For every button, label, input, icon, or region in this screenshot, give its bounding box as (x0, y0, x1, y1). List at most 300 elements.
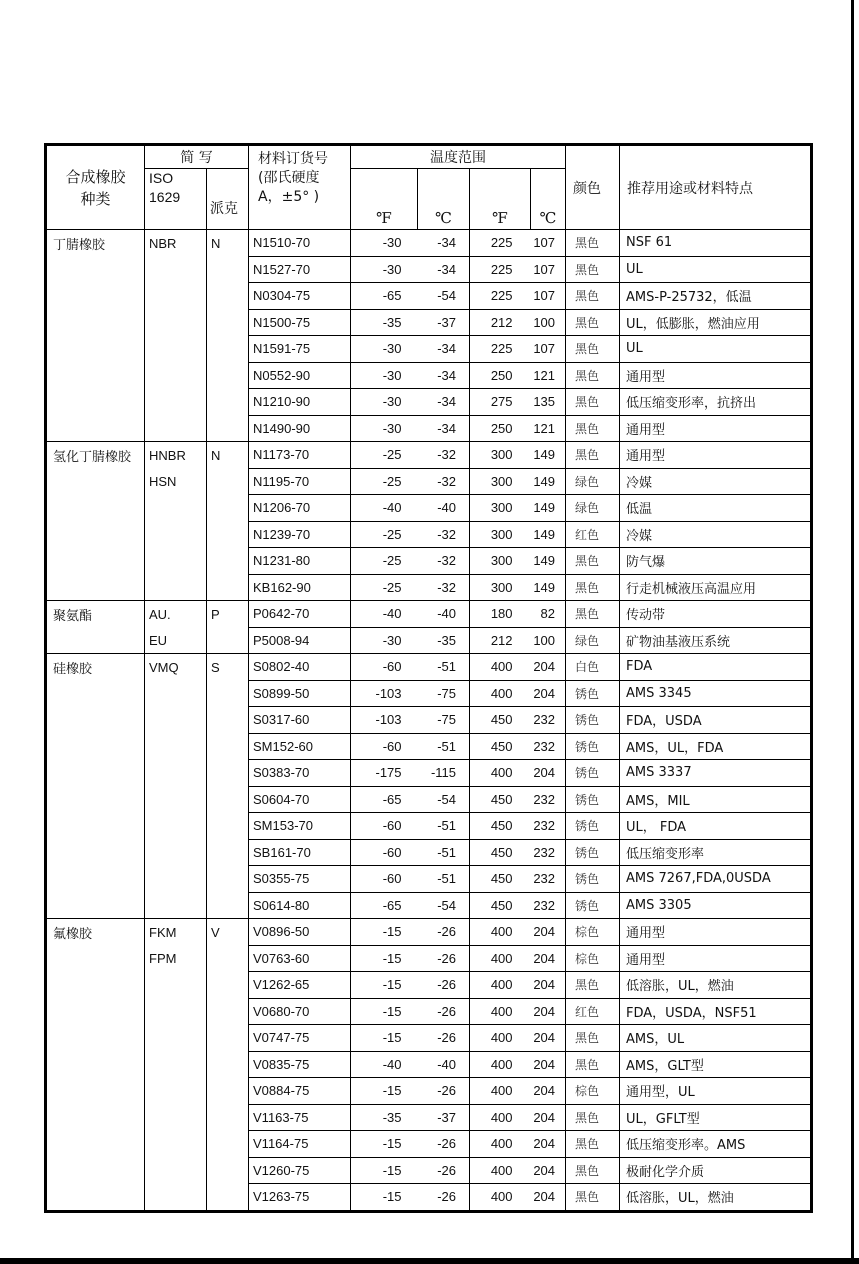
cell-temp-high-c: 100 (531, 627, 566, 654)
table-row (46, 1104, 812, 1131)
cell-application: 防气爆 (620, 548, 812, 575)
cell-rubber-family (46, 256, 145, 283)
header-compound-line1: 材料订货号 (258, 151, 329, 167)
cell-temp-high-c: 232 (531, 733, 566, 760)
cell-temp-low-f: -30 (351, 362, 418, 389)
cell-parker-code (207, 1104, 249, 1131)
table-row (46, 786, 812, 813)
header-family-line2: 种类 (80, 189, 111, 208)
cell-color: 绿色 (566, 468, 620, 495)
cell-color: 锈色 (566, 839, 620, 866)
table-row (46, 230, 812, 257)
table-row (46, 256, 812, 283)
table-row (46, 1025, 812, 1052)
header-unit-c-high: ℃ (531, 169, 566, 230)
table-row (46, 1157, 812, 1184)
cell-color: 锈色 (566, 680, 620, 707)
cell-color: 绿色 (566, 495, 620, 522)
cell-color: 棕色 (566, 945, 620, 972)
cell-application: AMS 3305 (620, 892, 812, 919)
cell-application: AMS，UL，FDA (620, 733, 812, 760)
cell-parker-code (207, 813, 249, 840)
cell-compound-number: SM153-70 (249, 813, 351, 840)
cell-application: 极耐化学介质 (620, 1157, 812, 1184)
cell-temp-high-c: 121 (531, 415, 566, 442)
cell-iso-code (145, 866, 207, 893)
cell-temp-low-f: -25 (351, 521, 418, 548)
cell-rubber-family (46, 336, 145, 363)
header-temperature-range: 温度范围 (351, 145, 566, 169)
cell-temp-high-f: 300 (470, 574, 531, 601)
cell-compound-number: V1163-75 (249, 1104, 351, 1131)
header-iso-1629 (145, 169, 207, 230)
cell-rubber-family: 丁腈橡胶 (46, 230, 145, 257)
cell-temp-low-f: -25 (351, 442, 418, 469)
cell-parker-code (207, 548, 249, 575)
table-row (46, 362, 812, 389)
table-row (46, 309, 812, 336)
cell-rubber-family (46, 707, 145, 734)
cell-temp-low-f: -25 (351, 574, 418, 601)
cell-temp-high-c: 107 (531, 283, 566, 310)
table-row (46, 866, 812, 893)
cell-temp-low-f: -25 (351, 468, 418, 495)
cell-color: 白色 (566, 654, 620, 681)
cell-iso-code (145, 1025, 207, 1052)
cell-temp-high-c: 204 (531, 998, 566, 1025)
cell-iso-code (145, 521, 207, 548)
cell-color: 黑色 (566, 309, 620, 336)
cell-temp-high-c: 232 (531, 892, 566, 919)
cell-color: 黑色 (566, 336, 620, 363)
cell-temp-high-f: 250 (470, 415, 531, 442)
cell-temp-low-c: -75 (418, 707, 470, 734)
header-rubber-family (46, 145, 145, 230)
cell-temp-low-c: -32 (418, 442, 470, 469)
cell-iso-code (145, 336, 207, 363)
cell-parker-code: P (207, 601, 249, 628)
table-row (46, 1131, 812, 1158)
cell-color: 黑色 (566, 1051, 620, 1078)
cell-temp-low-c: -54 (418, 283, 470, 310)
cell-temp-low-c: -115 (418, 760, 470, 787)
cell-parker-code (207, 972, 249, 999)
header-iso-line2: 1629 (149, 189, 181, 205)
cell-temp-high-f: 400 (470, 1104, 531, 1131)
cell-rubber-family (46, 627, 145, 654)
cell-parker-code (207, 707, 249, 734)
cell-application: UL (620, 336, 812, 363)
cell-temp-high-c: 107 (531, 230, 566, 257)
cell-parker-code (207, 786, 249, 813)
cell-color: 黑色 (566, 442, 620, 469)
cell-rubber-family (46, 521, 145, 548)
cell-temp-low-f: -15 (351, 1131, 418, 1158)
cell-iso-code (145, 256, 207, 283)
cell-temp-high-c: 149 (531, 468, 566, 495)
table-row (46, 521, 812, 548)
cell-temp-high-c: 204 (531, 972, 566, 999)
cell-temp-low-f: -30 (351, 389, 418, 416)
cell-temp-high-c: 149 (531, 442, 566, 469)
cell-temp-low-f: -60 (351, 733, 418, 760)
page-edge-rule (851, 0, 854, 1264)
table-row (46, 627, 812, 654)
cell-color: 锈色 (566, 786, 620, 813)
cell-temp-low-c: -34 (418, 230, 470, 257)
cell-color: 黑色 (566, 1104, 620, 1131)
cell-temp-high-f: 400 (470, 972, 531, 999)
cell-temp-low-c: -51 (418, 813, 470, 840)
cell-temp-high-f: 400 (470, 1131, 531, 1158)
cell-compound-number: P5008-94 (249, 627, 351, 654)
cell-iso-code (145, 548, 207, 575)
cell-application: 低压缩变形率，抗挤出 (620, 389, 812, 416)
cell-iso-code (145, 813, 207, 840)
cell-rubber-family (46, 1157, 145, 1184)
cell-temp-high-f: 225 (470, 283, 531, 310)
cell-temp-low-f: -40 (351, 495, 418, 522)
cell-temp-high-c: 232 (531, 839, 566, 866)
cell-temp-low-c: -34 (418, 256, 470, 283)
table-row (46, 813, 812, 840)
table-row (46, 389, 812, 416)
cell-compound-number: S0899-50 (249, 680, 351, 707)
cell-parker-code (207, 1131, 249, 1158)
cell-rubber-family (46, 972, 145, 999)
table-row (46, 415, 812, 442)
cell-temp-low-f: -15 (351, 998, 418, 1025)
cell-temp-low-c: -54 (418, 786, 470, 813)
cell-temp-high-f: 400 (470, 919, 531, 946)
cell-temp-low-f: -60 (351, 839, 418, 866)
cell-temp-high-c: 82 (531, 601, 566, 628)
cell-temp-high-f: 300 (470, 548, 531, 575)
cell-temp-low-f: -65 (351, 283, 418, 310)
cell-temp-low-f: -40 (351, 601, 418, 628)
cell-rubber-family (46, 548, 145, 575)
cell-compound-number: N1490-90 (249, 415, 351, 442)
table-row (46, 892, 812, 919)
cell-color: 锈色 (566, 760, 620, 787)
header-iso-line1: ISO (149, 170, 174, 186)
cell-temp-low-c: -32 (418, 468, 470, 495)
cell-compound-number: S0355-75 (249, 866, 351, 893)
cell-parker-code (207, 945, 249, 972)
cell-iso-code (145, 389, 207, 416)
cell-compound-number: V1263-75 (249, 1184, 351, 1212)
cell-color: 黑色 (566, 1025, 620, 1052)
cell-temp-high-f: 450 (470, 892, 531, 919)
cell-temp-high-c: 204 (531, 1157, 566, 1184)
cell-temp-low-c: -51 (418, 733, 470, 760)
header-family-line1: 合成橡胶 (65, 167, 126, 186)
cell-rubber-family (46, 866, 145, 893)
cell-temp-high-c: 107 (531, 256, 566, 283)
cell-parker-code (207, 468, 249, 495)
cell-temp-high-f: 225 (470, 336, 531, 363)
cell-temp-low-f: -60 (351, 813, 418, 840)
cell-temp-high-f: 450 (470, 707, 531, 734)
cell-temp-low-c: -26 (418, 1025, 470, 1052)
cell-application: AMS，MIL (620, 786, 812, 813)
cell-iso-code: EU (145, 627, 207, 654)
table-row (46, 283, 812, 310)
cell-application: UL，GFLT型 (620, 1104, 812, 1131)
cell-temp-high-f: 400 (470, 1025, 531, 1052)
cell-temp-high-f: 400 (470, 760, 531, 787)
header-abbreviation: 简 写 (145, 145, 249, 169)
table-row (46, 972, 812, 999)
cell-color: 黑色 (566, 362, 620, 389)
table-row (46, 733, 812, 760)
cell-iso-code (145, 1104, 207, 1131)
cell-application: FDA (620, 654, 812, 681)
cell-parker-code: N (207, 230, 249, 257)
cell-color: 黑色 (566, 1184, 620, 1212)
cell-temp-low-f: -30 (351, 256, 418, 283)
cell-temp-high-f: 450 (470, 786, 531, 813)
cell-temp-low-c: -35 (418, 627, 470, 654)
cell-iso-code (145, 707, 207, 734)
cell-application: AMS 3337 (620, 760, 812, 787)
cell-temp-low-c: -37 (418, 1104, 470, 1131)
cell-application: 冷媒 (620, 468, 812, 495)
cell-compound-number: V0680-70 (249, 998, 351, 1025)
cell-rubber-family (46, 680, 145, 707)
cell-temp-low-f: -15 (351, 945, 418, 972)
cell-temp-low-c: -40 (418, 495, 470, 522)
header-parker: 派克 (207, 169, 249, 230)
cell-temp-low-f: -15 (351, 1184, 418, 1212)
cell-rubber-family: 硅橡胶 (46, 654, 145, 681)
table-row (46, 945, 812, 972)
cell-application: 通用型，UL (620, 1078, 812, 1105)
cell-application: AMS，UL (620, 1025, 812, 1052)
cell-application: AMS 3345 (620, 680, 812, 707)
cell-application: FDA，USDA (620, 707, 812, 734)
cell-parker-code (207, 1051, 249, 1078)
cell-rubber-family (46, 574, 145, 601)
header-color: 颜色 (566, 145, 620, 230)
cell-color: 红色 (566, 998, 620, 1025)
cell-temp-high-c: 232 (531, 866, 566, 893)
cell-compound-number: N0552-90 (249, 362, 351, 389)
cell-parker-code (207, 521, 249, 548)
cell-compound-number: N1527-70 (249, 256, 351, 283)
cell-temp-low-f: -35 (351, 1104, 418, 1131)
cell-temp-low-f: -60 (351, 654, 418, 681)
cell-temp-low-c: -51 (418, 654, 470, 681)
cell-color: 黑色 (566, 601, 620, 628)
cell-iso-code: HSN (145, 468, 207, 495)
cell-temp-high-f: 180 (470, 601, 531, 628)
table-row (46, 1051, 812, 1078)
cell-temp-high-f: 400 (470, 1051, 531, 1078)
cell-color: 黑色 (566, 283, 620, 310)
cell-temp-high-c: 204 (531, 1025, 566, 1052)
cell-temp-high-f: 300 (470, 468, 531, 495)
cell-iso-code (145, 760, 207, 787)
cell-parker-code (207, 362, 249, 389)
cell-temp-low-c: -34 (418, 389, 470, 416)
cell-temp-low-c: -32 (418, 521, 470, 548)
cell-temp-high-c: 204 (531, 1131, 566, 1158)
cell-rubber-family: 氟橡胶 (46, 919, 145, 946)
cell-temp-low-f: -65 (351, 786, 418, 813)
cell-application: 低溶胀，UL，燃油 (620, 1184, 812, 1212)
cell-color: 棕色 (566, 1078, 620, 1105)
cell-rubber-family (46, 839, 145, 866)
cell-parker-code: N (207, 442, 249, 469)
table-row (46, 919, 812, 946)
table-row (46, 1184, 812, 1212)
cell-compound-number: KB162-90 (249, 574, 351, 601)
cell-temp-high-f: 400 (470, 654, 531, 681)
cell-compound-number: V1164-75 (249, 1131, 351, 1158)
cell-compound-number: N0304-75 (249, 283, 351, 310)
cell-temp-low-f: -35 (351, 309, 418, 336)
cell-temp-high-c: 204 (531, 760, 566, 787)
cell-application: UL，低膨胀，燃油应用 (620, 309, 812, 336)
cell-iso-code: VMQ (145, 654, 207, 681)
cell-temp-low-c: -51 (418, 839, 470, 866)
cell-color: 黑色 (566, 389, 620, 416)
cell-compound-number: N1591-75 (249, 336, 351, 363)
cell-rubber-family (46, 468, 145, 495)
cell-temp-low-c: -75 (418, 680, 470, 707)
cell-parker-code (207, 866, 249, 893)
cell-temp-high-f: 450 (470, 839, 531, 866)
cell-parker-code: V (207, 919, 249, 946)
cell-parker-code: S (207, 654, 249, 681)
cell-compound-number: N1239-70 (249, 521, 351, 548)
cell-application: FDA，USDA，NSF51 (620, 998, 812, 1025)
cell-temp-high-c: 204 (531, 654, 566, 681)
table-row (46, 839, 812, 866)
cell-compound-number: V0896-50 (249, 919, 351, 946)
cell-compound-number: V0884-75 (249, 1078, 351, 1105)
header-compound-line3: A，±5° ) (258, 189, 320, 205)
cell-temp-high-c: 107 (531, 336, 566, 363)
cell-parker-code (207, 627, 249, 654)
cell-compound-number: N1210-90 (249, 389, 351, 416)
cell-parker-code (207, 389, 249, 416)
cell-temp-high-f: 400 (470, 1157, 531, 1184)
cell-temp-low-c: -26 (418, 972, 470, 999)
cell-temp-high-f: 400 (470, 680, 531, 707)
cell-compound-number: SB161-70 (249, 839, 351, 866)
cell-parker-code (207, 1078, 249, 1105)
table-row (46, 707, 812, 734)
cell-iso-code: FKM (145, 919, 207, 946)
cell-temp-high-f: 450 (470, 866, 531, 893)
cell-temp-low-c: -40 (418, 601, 470, 628)
cell-application: UL， FDA (620, 813, 812, 840)
cell-compound-number: N1510-70 (249, 230, 351, 257)
cell-iso-code (145, 362, 207, 389)
cell-temp-high-c: 204 (531, 1104, 566, 1131)
cell-rubber-family: 氢化丁腈橡胶 (46, 442, 145, 469)
cell-temp-low-c: -51 (418, 866, 470, 893)
cell-iso-code (145, 1131, 207, 1158)
cell-temp-low-f: -175 (351, 760, 418, 787)
cell-temp-low-c: -26 (418, 1157, 470, 1184)
cell-temp-low-c: -32 (418, 574, 470, 601)
cell-rubber-family (46, 1078, 145, 1105)
cell-rubber-family (46, 1131, 145, 1158)
cell-compound-number: V1260-75 (249, 1157, 351, 1184)
cell-parker-code (207, 574, 249, 601)
cell-rubber-family (46, 813, 145, 840)
cell-parker-code (207, 256, 249, 283)
cell-temp-low-c: -54 (418, 892, 470, 919)
cell-iso-code (145, 839, 207, 866)
table-row (46, 1078, 812, 1105)
cell-rubber-family (46, 892, 145, 919)
cell-color: 黑色 (566, 548, 620, 575)
cell-iso-code (145, 733, 207, 760)
table-row (46, 760, 812, 787)
table-row (46, 601, 812, 628)
cell-rubber-family (46, 998, 145, 1025)
cell-rubber-family (46, 389, 145, 416)
cell-application: 低溶胀，UL，燃油 (620, 972, 812, 999)
cell-application: UL (620, 256, 812, 283)
cell-temp-low-f: -60 (351, 866, 418, 893)
cell-temp-high-f: 212 (470, 627, 531, 654)
table-row (46, 442, 812, 469)
cell-iso-code (145, 309, 207, 336)
cell-iso-code: HNBR (145, 442, 207, 469)
cell-rubber-family (46, 1104, 145, 1131)
cell-color: 黑色 (566, 1157, 620, 1184)
table-header (46, 145, 812, 230)
cell-temp-low-c: -26 (418, 1184, 470, 1212)
header-compound-number (249, 145, 351, 230)
cell-rubber-family (46, 495, 145, 522)
cell-temp-low-c: -40 (418, 1051, 470, 1078)
cell-parker-code (207, 1184, 249, 1212)
cell-parker-code (207, 1157, 249, 1184)
cell-temp-low-f: -15 (351, 919, 418, 946)
cell-parker-code (207, 733, 249, 760)
cell-color: 黑色 (566, 574, 620, 601)
cell-parker-code (207, 309, 249, 336)
cell-application: 通用型 (620, 442, 812, 469)
cell-temp-low-f: -40 (351, 1051, 418, 1078)
header-unit-f-high: ℉ (470, 169, 531, 230)
cell-parker-code (207, 998, 249, 1025)
cell-temp-high-c: 204 (531, 1184, 566, 1212)
cell-temp-high-f: 275 (470, 389, 531, 416)
cell-compound-number: N1500-75 (249, 309, 351, 336)
table-row (46, 574, 812, 601)
cell-temp-high-c: 149 (531, 548, 566, 575)
cell-temp-high-c: 135 (531, 389, 566, 416)
cell-compound-number: S0614-80 (249, 892, 351, 919)
cell-parker-code (207, 760, 249, 787)
cell-temp-high-f: 400 (470, 998, 531, 1025)
cell-temp-low-f: -65 (351, 892, 418, 919)
cell-temp-high-f: 400 (470, 945, 531, 972)
cell-parker-code (207, 283, 249, 310)
cell-compound-number: N1231-80 (249, 548, 351, 575)
cell-application: 传动带 (620, 601, 812, 628)
cell-temp-high-c: 204 (531, 1051, 566, 1078)
cell-iso-code: AU. (145, 601, 207, 628)
cell-color: 黑色 (566, 256, 620, 283)
